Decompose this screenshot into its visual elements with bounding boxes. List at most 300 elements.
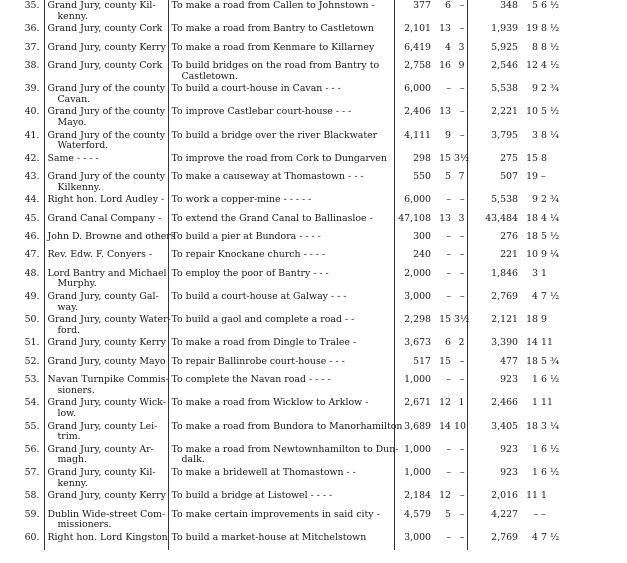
granted-pounds-cell: [394, 42, 432, 60]
table-row: [0, 268, 626, 291]
granted-shillings: –: [446, 374, 451, 386]
row-number: 51.: [24, 337, 40, 349]
sterling-pence: 7 ½: [541, 291, 560, 303]
granted-shillings: 12: [439, 490, 451, 502]
granted-shillings: 14: [439, 420, 451, 432]
applicant-name: Grand Jury, county Lei-: [47, 420, 158, 432]
granted-shillings: –: [446, 466, 451, 478]
granted-shillings: 9: [445, 129, 451, 141]
applicant-name: Grand Jury, county Ar-: [47, 443, 154, 455]
granted-shillings-cell: [432, 337, 452, 355]
sterling-pounds-cell: [467, 397, 519, 420]
granted-pounds-cell: [394, 356, 432, 374]
granted-shillings-cell: [432, 23, 452, 41]
sterling-pence-cell: [539, 532, 626, 550]
sterling-pounds-cell: [467, 421, 519, 444]
table-row: [0, 291, 626, 314]
purpose: To complete the Navan road - - - -: [171, 374, 331, 386]
applicant-name-cell: [44, 397, 168, 420]
row-number-cell: [0, 171, 44, 194]
granted-shillings-cell: [432, 532, 452, 550]
sterling-pounds-cell: [467, 171, 519, 194]
granted-pounds-cell: [394, 171, 432, 194]
purpose: To build a bridge at Listowel - - - -: [171, 490, 333, 502]
row-number-cell: [0, 60, 44, 83]
granted-pounds: 300: [413, 231, 431, 243]
sterling-shillings: 18: [526, 231, 538, 243]
granted-shillings-cell: [432, 106, 452, 129]
sterling-pounds-cell: [467, 83, 519, 106]
sterling-pounds-cell: [467, 231, 519, 249]
granted-pence-cell: [452, 444, 467, 467]
granted-pounds: 377: [413, 0, 431, 11]
purpose: To build a market-house at Mitchelstown: [171, 531, 367, 543]
applicant-name-cell: [44, 374, 168, 397]
applicant-name: Grand Canal Company -: [47, 212, 162, 224]
applicant-name: Grand Jury, county Kerry: [47, 490, 166, 502]
granted-pounds-cell: [394, 291, 432, 314]
granted-pounds: 47,108: [398, 212, 431, 224]
granted-shillings-cell: [432, 249, 452, 267]
table-row: [0, 60, 626, 83]
sterling-shillings: 19: [526, 171, 538, 183]
row-number-cell: [0, 23, 44, 41]
applicant-name: Grand Jury of the county: [47, 171, 166, 183]
applicant-name-cell: [44, 337, 168, 355]
applicant-name: Dublin Wide-street Com-: [47, 508, 166, 520]
row-number-cell: [0, 444, 44, 467]
row-number-cell: [0, 213, 44, 231]
sterling-pence-cell: [539, 397, 626, 420]
granted-pounds: 2,406: [404, 106, 431, 118]
granted-pounds: 3,689: [404, 420, 431, 432]
sterling-shillings: 1: [532, 397, 538, 409]
purpose-cell: [168, 23, 394, 41]
row-number-cell: [0, 130, 44, 153]
granted-pounds: 6,000: [404, 83, 431, 95]
sterling-shillings-cell: [519, 213, 539, 231]
applicant-name: Grand Jury, county Cork: [47, 59, 163, 71]
granted-pounds-cell: [394, 490, 432, 508]
table-row: [0, 194, 626, 212]
purpose-cell: [168, 467, 394, 490]
sterling-shillings-cell: [519, 291, 539, 314]
granted-pence: 9: [458, 59, 465, 71]
applicant-name-cell: [44, 249, 168, 267]
granted-pence: 3: [458, 41, 465, 53]
sterling-pounds-cell: [467, 153, 519, 171]
granted-pence-cell: [452, 268, 467, 291]
sterling-pence: 4 ¼: [541, 212, 560, 224]
sterling-pence: 2 ¾: [541, 83, 560, 95]
applicant-name-cell: [44, 106, 168, 129]
sterling-pence-cell: [539, 130, 626, 153]
applicant-name-continued: sioners.: [57, 384, 95, 396]
granted-shillings: 5: [445, 508, 451, 520]
applicant-name-cell: [44, 509, 168, 532]
table-row: [0, 490, 626, 508]
sterling-pence: 5 ½: [541, 106, 560, 118]
sterling-pounds: 507: [500, 171, 518, 183]
row-number: 49.: [24, 291, 40, 303]
granted-pounds: 2,671: [404, 397, 431, 409]
row-number-cell: [0, 42, 44, 60]
sterling-shillings-cell: [519, 374, 539, 397]
granted-shillings-cell: [432, 374, 452, 397]
sterling-pence: 11: [541, 397, 553, 409]
applicant-name: Grand Jury of the county: [47, 129, 166, 141]
table-row: [0, 106, 626, 129]
granted-shillings: 5: [445, 171, 451, 183]
row-number: 46.: [24, 231, 40, 243]
granted-shillings-cell: [432, 153, 452, 171]
granted-pence: –: [459, 23, 465, 35]
sterling-pounds: 1,939: [491, 23, 518, 35]
sterling-shillings-cell: [519, 23, 539, 41]
granted-shillings: 6: [445, 337, 451, 349]
sterling-pence: 6 ½: [541, 466, 560, 478]
granted-pence-cell: [452, 374, 467, 397]
granted-shillings-cell: [432, 213, 452, 231]
row-number-cell: [0, 249, 44, 267]
applicant-name: Grand Jury, county Mayo: [47, 355, 166, 367]
granted-pounds: 2,184: [404, 490, 431, 502]
row-number: 42.: [24, 152, 40, 164]
applicant-name-continued: trim.: [57, 431, 81, 443]
granted-pence-cell: [452, 231, 467, 249]
applicant-name-cell: [44, 490, 168, 508]
purpose-cell: [168, 106, 394, 129]
granted-shillings-cell: [432, 509, 452, 532]
granted-pence-cell: [452, 421, 467, 444]
granted-pounds-cell: [394, 153, 432, 171]
granted-pounds-cell: [394, 23, 432, 41]
granted-shillings-cell: [432, 291, 452, 314]
granted-pence-cell: [452, 490, 467, 508]
granted-pounds: 3,000: [404, 291, 431, 303]
sterling-pounds-cell: [467, 337, 519, 355]
granted-pence: –: [459, 194, 465, 206]
sterling-shillings-cell: [519, 0, 539, 23]
granted-pence-cell: [452, 467, 467, 490]
sterling-pounds: 2,121: [491, 314, 518, 326]
applicant-name: John D. Browne and others: [47, 231, 176, 243]
row-number-cell: [0, 0, 44, 23]
granted-pence-cell: [452, 337, 467, 355]
granted-pounds-cell: [394, 314, 432, 337]
sterling-pence-cell: [539, 444, 626, 467]
granted-pence: –: [459, 531, 465, 543]
row-number-cell: [0, 291, 44, 314]
sterling-shillings-cell: [519, 60, 539, 83]
granted-pence: –: [459, 374, 465, 386]
row-number-cell: [0, 356, 44, 374]
applicant-name: Same - - - -: [47, 152, 99, 164]
sterling-pence: 2 ¾: [541, 194, 560, 206]
granted-pence: 3½: [454, 152, 470, 164]
row-number: 37.: [24, 41, 40, 53]
row-number: 35.: [24, 0, 40, 11]
applicant-name: Grand Jury of the county: [47, 83, 166, 95]
granted-pence: –: [459, 106, 465, 118]
granted-shillings-cell: [432, 60, 452, 83]
sterling-shillings: 15: [526, 152, 538, 164]
table-row: [0, 421, 626, 444]
sterling-pounds-cell: [467, 130, 519, 153]
row-number-cell: [0, 194, 44, 212]
sterling-pence: 6 ½: [541, 0, 560, 11]
granted-pence-cell: [452, 42, 467, 60]
granted-pence: 3: [458, 212, 465, 224]
granted-pounds-cell: [394, 509, 432, 532]
granted-pence-cell: [452, 194, 467, 212]
granted-pence: 7: [458, 171, 465, 183]
granted-pence: –: [459, 490, 465, 502]
purpose: To make a road from Dingle to Tralee -: [171, 337, 357, 349]
table-row: [0, 171, 626, 194]
purpose-cell: [168, 420, 403, 444]
sterling-pence: 5 ½: [541, 231, 560, 243]
sterling-pounds: 43,484: [485, 212, 518, 224]
sterling-pounds-cell: [467, 467, 519, 490]
applicant-name-continued: ford.: [57, 324, 81, 336]
sterling-shillings-cell: [519, 42, 539, 60]
sterling-shillings-cell: [519, 421, 539, 444]
applicant-name-cell: [44, 171, 168, 194]
granted-pounds: 4,111: [404, 129, 431, 141]
applicant-name-cell: [44, 42, 168, 60]
applicant-name-cell: [44, 153, 168, 171]
granted-pence: –: [459, 267, 465, 279]
sterling-pence-cell: [539, 23, 626, 41]
table-row: [0, 509, 626, 532]
purpose: To build a court-house at Galway - - -: [171, 291, 347, 303]
applicant-name-cell: [44, 356, 168, 374]
granted-shillings: –: [446, 291, 451, 303]
row-number-cell: [0, 268, 44, 291]
granted-pence: –: [459, 443, 465, 455]
purpose-cell: [168, 231, 394, 249]
sterling-shillings-cell: [519, 171, 539, 194]
sterling-pounds: 5,538: [491, 83, 518, 95]
granted-shillings: 15: [439, 355, 451, 367]
row-number: 50.: [24, 314, 40, 326]
purpose-cell: [168, 443, 399, 467]
granted-pounds-cell: [394, 0, 432, 23]
sterling-pence: 8 ½: [541, 41, 560, 53]
granted-shillings: –: [446, 83, 451, 95]
granted-pence-cell: [452, 60, 467, 83]
sterling-pence: 8: [541, 152, 547, 164]
sterling-shillings: 10: [526, 106, 538, 118]
purpose-cell: [168, 337, 394, 355]
sterling-shillings: 3: [532, 267, 538, 279]
sterling-pence-cell: [539, 509, 626, 532]
sterling-shillings-cell: [519, 467, 539, 490]
granted-pounds: 2,758: [404, 59, 431, 71]
table-row: [0, 337, 626, 355]
sterling-pounds: 5,538: [491, 194, 518, 206]
sterling-pounds: 2,466: [491, 397, 518, 409]
sterling-pence: 9 ¼: [541, 249, 560, 261]
granted-pounds: 550: [413, 171, 431, 183]
applicant-name-continued: Murphy.: [57, 278, 97, 290]
sterling-shillings: 3: [532, 129, 538, 141]
sterling-pounds-cell: [467, 60, 519, 83]
granted-shillings-cell: [432, 231, 452, 249]
sterling-shillings: 14: [526, 337, 538, 349]
purpose: To make a road from Bantry to Castletown: [171, 23, 374, 35]
sterling-shillings-cell: [519, 444, 539, 467]
granted-shillings-cell: [432, 130, 452, 153]
granted-pence-cell: [452, 314, 470, 337]
sterling-pounds-cell: [467, 106, 519, 129]
sterling-pence-cell: [539, 0, 626, 23]
granted-shillings: 15: [439, 152, 451, 164]
sterling-pence-cell: [539, 291, 626, 314]
sterling-shillings: 4: [532, 291, 538, 303]
applicant-name-cell: [44, 467, 168, 490]
granted-shillings-cell: [432, 314, 452, 337]
sterling-shillings: 9: [532, 83, 538, 95]
granted-pence: 3½: [454, 314, 470, 326]
granted-pence: 10: [454, 420, 466, 432]
row-number-cell: [0, 421, 44, 444]
row-number: 57.: [24, 466, 40, 478]
sterling-shillings: 11: [526, 490, 538, 502]
sterling-pounds: 3,405: [491, 420, 518, 432]
purpose-cell: [168, 83, 394, 106]
granted-pence-cell: [452, 397, 467, 420]
sterling-shillings: 18: [526, 355, 538, 367]
granted-shillings-cell: [432, 42, 452, 60]
purpose: To repair Knockane church - - - -: [171, 249, 326, 261]
granted-pounds-cell: [394, 130, 432, 153]
purpose: To make a bridewell at Thomastown - -: [171, 466, 356, 478]
granted-shillings: –: [446, 249, 451, 261]
granted-shillings: 15: [439, 314, 451, 326]
purpose: To improve the road from Cork to Dungarven: [171, 152, 387, 164]
granted-shillings-cell: [432, 397, 452, 420]
row-number-cell: [0, 374, 44, 397]
granted-pounds-cell: [394, 249, 432, 267]
table-row: [0, 42, 626, 60]
sterling-pence-cell: [539, 249, 626, 267]
granted-shillings-cell: [432, 194, 452, 212]
applicant-name: Lord Bantry and Michael: [47, 267, 167, 279]
row-number-cell: [0, 231, 44, 249]
granted-pence-cell: [452, 249, 467, 267]
sterling-pence-cell: [539, 60, 626, 83]
granted-shillings-cell: [432, 467, 452, 490]
applicant-name-cell: [44, 421, 168, 444]
applicant-name: Grand Jury, county Kil-: [47, 466, 156, 478]
applicant-name: Grand Jury, county Kerry: [47, 337, 166, 349]
table-row: [0, 213, 626, 231]
granted-shillings: –: [446, 231, 451, 243]
sterling-shillings: 10: [526, 249, 538, 261]
granted-pence: –: [459, 355, 465, 367]
applicant-name-cell: [44, 213, 168, 231]
table-row: [0, 0, 626, 23]
applicant-name-continued: kenny.: [57, 477, 88, 489]
applicant-name-continued: missioners.: [57, 519, 112, 531]
granted-pounds: 6,419: [404, 41, 431, 53]
purpose: To make a road from Bundora to Manorhamilton: [171, 420, 403, 432]
granted-pounds-cell: [394, 231, 432, 249]
row-number: 56.: [24, 443, 40, 455]
granted-shillings-cell: [432, 171, 452, 194]
applicant-name: Grand Jury, county Kerry: [47, 41, 166, 53]
granted-pence-cell: [452, 532, 467, 550]
purpose-cell: [168, 490, 394, 508]
sterling-pounds: 923: [500, 374, 518, 386]
sterling-shillings: 1: [532, 374, 538, 386]
sterling-pence: 6 ½: [541, 443, 560, 455]
row-number-cell: [0, 106, 44, 129]
sterling-pence: –: [541, 508, 546, 520]
granted-shillings: –: [446, 267, 451, 279]
applicant-name: Grand Jury of the county: [47, 106, 166, 118]
purpose-continued: Castletown.: [181, 70, 238, 82]
granted-pounds-cell: [394, 374, 432, 397]
granted-pence: 1: [458, 397, 465, 409]
sterling-pounds: 276: [500, 231, 518, 243]
sterling-shillings: –: [533, 508, 538, 520]
sterling-pence: 8 ¼: [541, 129, 560, 141]
row-number: 36.: [24, 23, 40, 35]
sterling-pounds: 1,846: [491, 267, 518, 279]
purpose: To make a causeway at Thomastown - - -: [171, 171, 364, 183]
applicant-name-cell: [44, 83, 168, 106]
sterling-pounds: 2,769: [491, 291, 518, 303]
applicant-name-cell: [44, 23, 168, 41]
purpose-cell: [168, 268, 394, 291]
granted-pence-cell: [452, 152, 470, 171]
granted-shillings: 13: [439, 23, 451, 35]
granted-pounds: 4,579: [404, 508, 431, 520]
sterling-shillings: 5: [532, 0, 538, 11]
granted-shillings: 12: [439, 397, 451, 409]
sterling-pence: 1: [541, 267, 547, 279]
granted-pounds-cell: [394, 194, 432, 212]
row-number: 40.: [24, 106, 40, 118]
sterling-shillings: 19: [526, 23, 538, 35]
sterling-pounds-cell: [467, 291, 519, 314]
row-number-cell: [0, 532, 44, 550]
sterling-pounds: 5,925: [491, 41, 518, 53]
granted-pounds-cell: [394, 213, 432, 231]
sterling-pence-cell: [539, 231, 626, 249]
granted-pounds-cell: [394, 444, 432, 467]
sterling-shillings: 18: [526, 212, 538, 224]
sterling-pounds-cell: [467, 0, 519, 23]
sterling-pounds-cell: [467, 356, 519, 374]
sterling-shillings-cell: [519, 532, 539, 550]
row-number: 53.: [24, 374, 40, 386]
sterling-pounds-cell: [467, 23, 519, 41]
applicant-name-cell: [44, 130, 168, 153]
sterling-pounds: 3,795: [491, 129, 518, 141]
sterling-shillings-cell: [519, 249, 539, 267]
purpose: To employ the poor of Bantry - - -: [171, 267, 329, 279]
purpose-cell: [168, 0, 394, 23]
table-row: [0, 444, 626, 467]
row-number-cell: [0, 490, 44, 508]
granted-pounds: 3,673: [404, 337, 431, 349]
granted-pounds: 240: [413, 249, 431, 261]
purpose-cell: [168, 356, 394, 374]
